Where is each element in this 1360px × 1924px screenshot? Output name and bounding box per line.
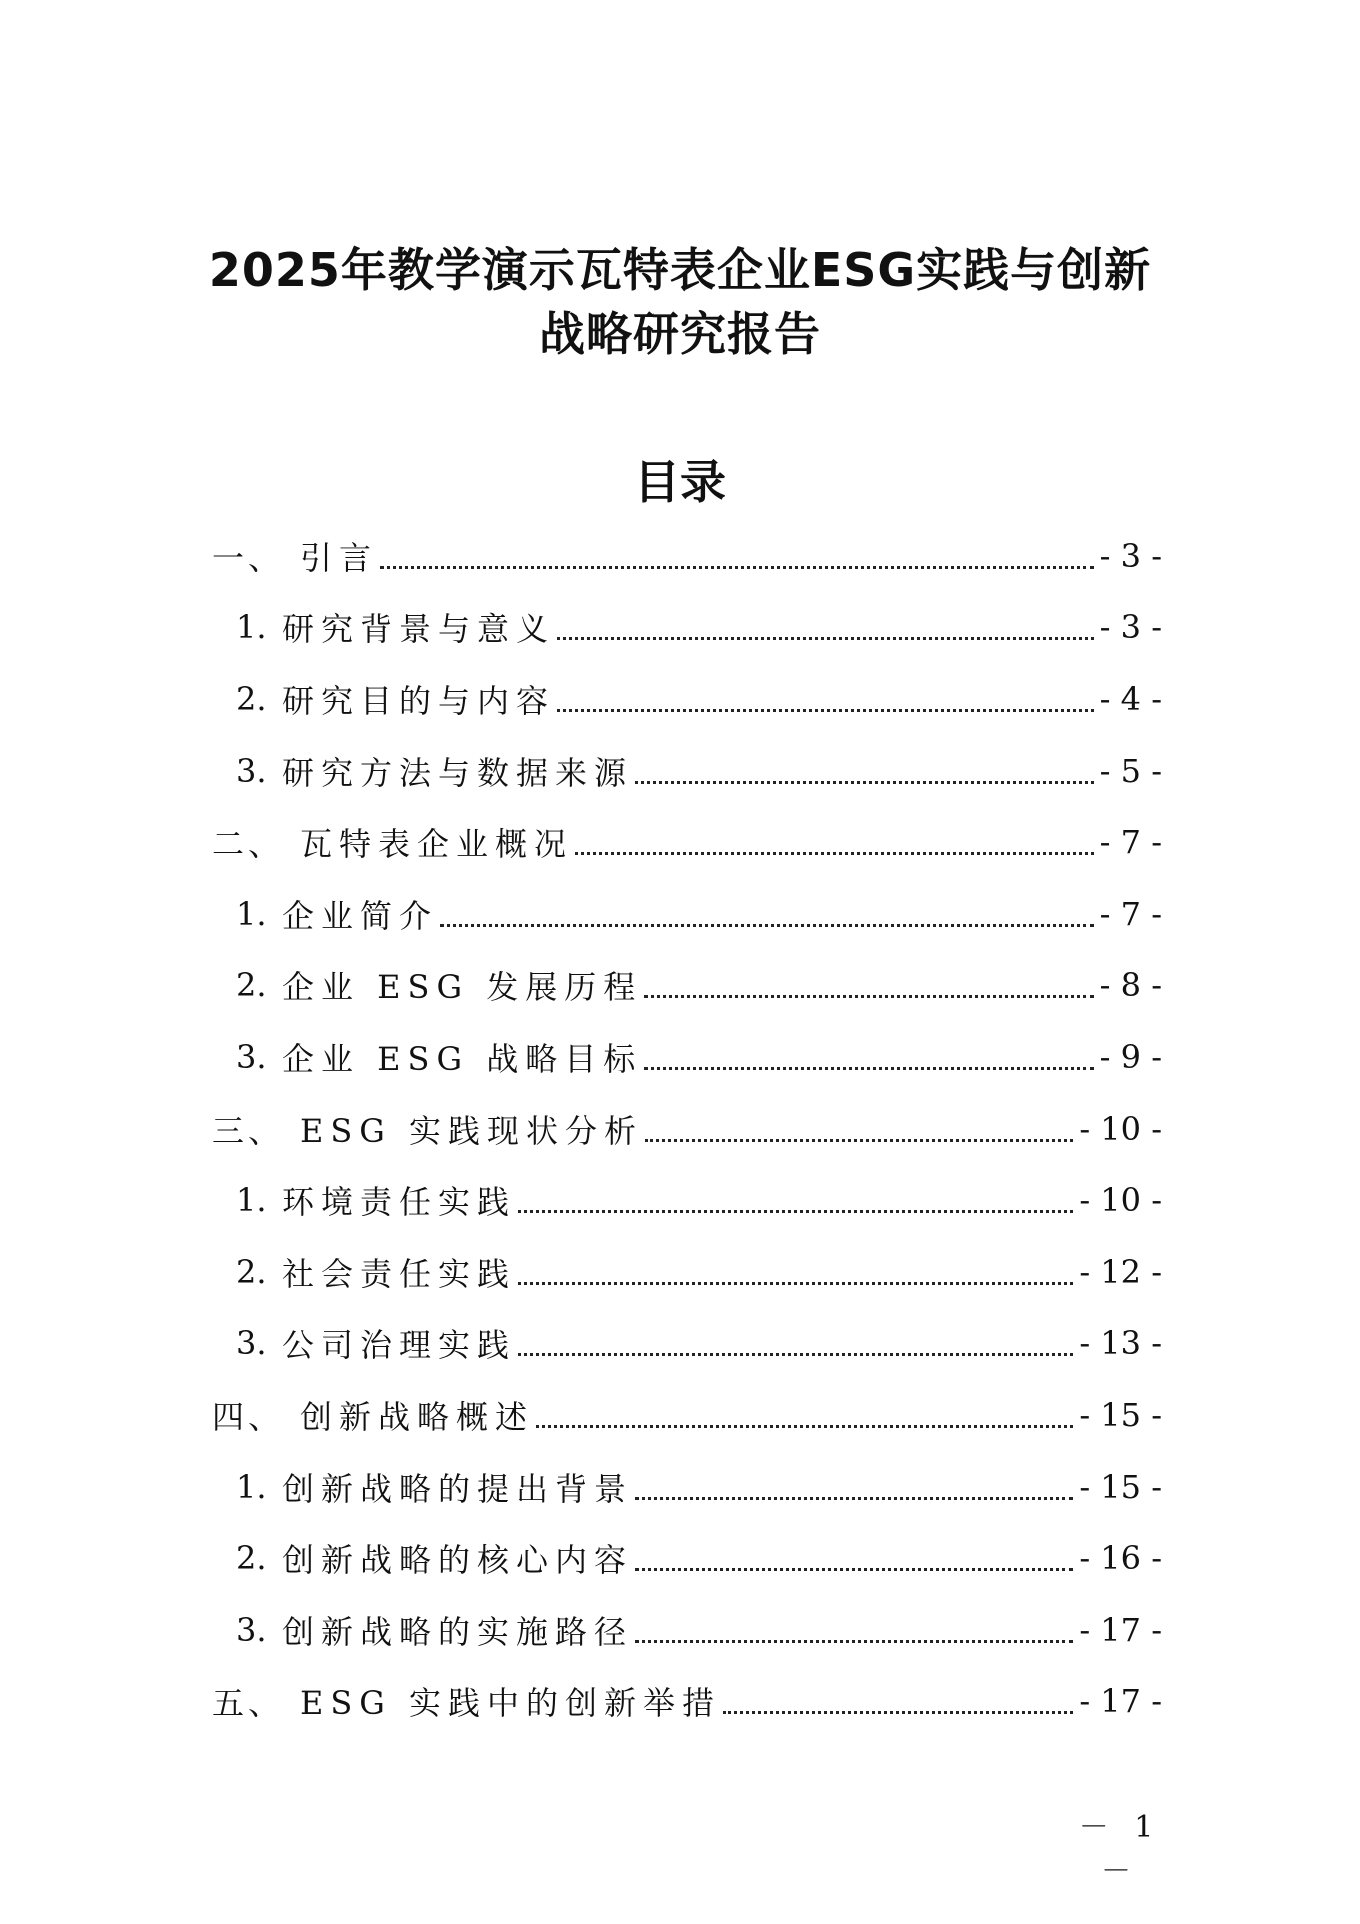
toc-entry-page: - 7 -	[1099, 894, 1162, 933]
toc-section-entry[interactable]	[212, 1093, 1162, 1165]
toc-heading: 目录	[634, 455, 726, 509]
toc-entry-number: 1.	[236, 608, 267, 647]
toc-dot-leader	[557, 611, 1094, 643]
toc-dot-leader	[644, 969, 1093, 1001]
toc-dot-leader	[575, 826, 1094, 858]
toc-subsection-entry[interactable]	[212, 592, 1162, 664]
toc-entry-title: 企业 ESG 发展历程	[282, 968, 643, 1007]
toc-dot-leader	[380, 540, 1094, 572]
toc-entry-number: 3.	[236, 1324, 267, 1363]
toc-entry-page: - 3 -	[1099, 608, 1162, 647]
toc-entry-number: 1.	[236, 894, 267, 933]
toc-entry-page: - 5 -	[1099, 751, 1162, 790]
toc-subsection-entry[interactable]	[212, 950, 1162, 1022]
toc-entry-page: - 16 -	[1079, 1539, 1162, 1578]
page-number: － 1 －	[1078, 1810, 1162, 1889]
toc-entry-number: 二、	[212, 825, 285, 864]
toc-entry-page: - 9 -	[1099, 1037, 1162, 1076]
toc-entry-title: 企业 ESG 战略目标	[282, 1039, 643, 1078]
table-of-contents	[212, 520, 1162, 1737]
toc-dot-leader	[536, 1399, 1073, 1431]
toc-dot-leader	[518, 1184, 1073, 1216]
toc-entry-title: 研究目的与内容	[282, 681, 556, 720]
toc-entry-number: 3.	[236, 751, 267, 790]
toc-entry-page: - 10 -	[1079, 1181, 1162, 1220]
toc-entry-page: - 3 -	[1099, 536, 1162, 575]
toc-entry-title: 社会责任实践	[282, 1254, 517, 1293]
toc-entry-page: - 17 -	[1079, 1610, 1162, 1649]
toc-dot-leader	[440, 898, 1094, 930]
document-title-line-2: 战略研究报告	[539, 307, 821, 361]
toc-entry-number: 2.	[236, 1539, 267, 1578]
toc-entry-title: 研究方法与数据来源	[282, 753, 634, 792]
toc-entry-title: 环境责任实践	[282, 1183, 517, 1222]
toc-subsection-entry[interactable]	[212, 1451, 1162, 1523]
toc-entry-title: 瓦特表企业概况	[300, 825, 574, 864]
toc-dot-leader	[723, 1685, 1073, 1717]
toc-dot-leader	[518, 1256, 1073, 1288]
toc-entry-page: - 10 -	[1079, 1109, 1162, 1148]
toc-section-entry[interactable]	[212, 806, 1162, 878]
toc-subsection-entry[interactable]	[212, 1164, 1162, 1236]
toc-entry-title: 公司治理实践	[282, 1326, 517, 1365]
toc-entry-page: - 13 -	[1079, 1324, 1162, 1363]
toc-entry-number: 四、	[212, 1397, 285, 1436]
toc-dot-leader	[635, 1542, 1073, 1574]
document-title-line-1: 2025年教学演示瓦特表企业ESG实践与创新	[208, 243, 1152, 297]
toc-entry-number: 3.	[236, 1610, 267, 1649]
toc-entry-title: 创新战略的提出背景	[282, 1469, 634, 1508]
toc-entry-title: 引言	[300, 538, 379, 577]
toc-entry-page: - 15 -	[1079, 1467, 1162, 1506]
toc-subsection-entry[interactable]	[212, 1021, 1162, 1093]
toc-section-entry[interactable]	[212, 1666, 1162, 1738]
toc-entry-number: 2.	[236, 679, 267, 718]
toc-subsection-entry[interactable]	[212, 663, 1162, 735]
toc-dot-leader	[635, 1471, 1073, 1503]
toc-subsection-entry[interactable]	[212, 1594, 1162, 1666]
toc-section-entry[interactable]	[212, 1379, 1162, 1451]
toc-entry-title: 创新战略的核心内容	[282, 1541, 634, 1580]
document-title	[180, 238, 1180, 366]
toc-dot-leader	[635, 1614, 1073, 1646]
toc-dot-leader	[557, 683, 1094, 715]
toc-entry-number: 三、	[212, 1111, 285, 1150]
toc-dot-leader	[645, 1113, 1073, 1145]
toc-subsection-entry[interactable]	[212, 1308, 1162, 1380]
toc-entry-number: 3.	[236, 1037, 267, 1076]
toc-entry-number: 2.	[236, 966, 267, 1005]
toc-entry-title: 创新战略概述	[300, 1397, 535, 1436]
toc-entry-number: 2.	[236, 1252, 267, 1291]
toc-section-entry[interactable]	[212, 520, 1162, 592]
toc-subsection-entry[interactable]	[212, 1522, 1162, 1594]
toc-entry-title: ESG 实践中的创新举措	[300, 1684, 722, 1723]
toc-entry-page: - 12 -	[1079, 1252, 1162, 1291]
toc-entry-number: 五、	[212, 1684, 285, 1723]
toc-entry-number: 1.	[236, 1467, 267, 1506]
toc-subsection-entry[interactable]	[212, 1236, 1162, 1308]
toc-entry-page: - 7 -	[1099, 823, 1162, 862]
toc-entry-title: 研究背景与意义	[282, 610, 556, 649]
toc-dot-leader	[518, 1327, 1073, 1359]
toc-dot-leader	[644, 1041, 1093, 1073]
toc-entry-number: 一、	[212, 538, 285, 577]
toc-entry-page: - 15 -	[1079, 1395, 1162, 1434]
toc-entry-page: - 8 -	[1099, 966, 1162, 1005]
toc-dot-leader	[635, 755, 1094, 787]
toc-entry-number: 1.	[236, 1181, 267, 1220]
toc-entry-title: ESG 实践现状分析	[300, 1111, 644, 1150]
toc-entry-page: - 4 -	[1099, 679, 1162, 718]
toc-entry-title: 创新战略的实施路径	[282, 1612, 634, 1651]
toc-entry-title: 企业简介	[282, 896, 439, 935]
toc-subsection-entry[interactable]	[212, 878, 1162, 950]
toc-entry-page: - 17 -	[1079, 1682, 1162, 1721]
toc-subsection-entry[interactable]	[212, 735, 1162, 807]
